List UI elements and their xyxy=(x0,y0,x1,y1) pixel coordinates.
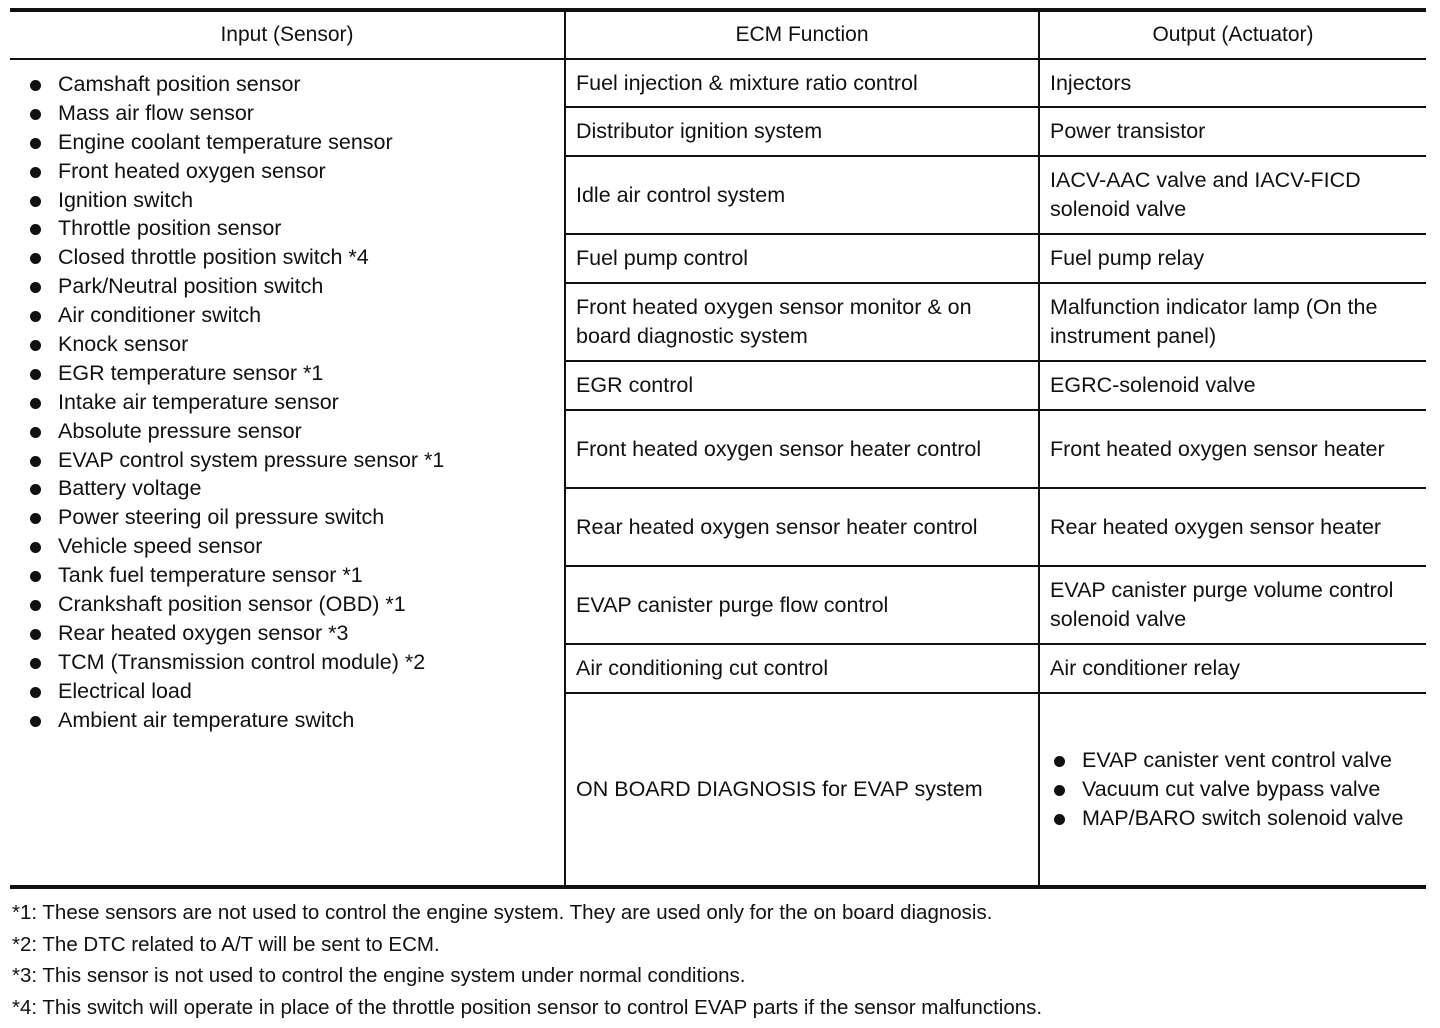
bullet-icon xyxy=(30,600,41,611)
input-label: Air conditioner switch xyxy=(58,303,262,328)
list-item xyxy=(26,128,444,157)
bullet-icon xyxy=(30,109,41,120)
function-cell: Air conditioning cut control xyxy=(576,656,829,680)
list-item xyxy=(1050,804,1403,833)
bullet-icon xyxy=(30,542,41,553)
output-cell: Power transistor xyxy=(1050,119,1206,143)
footnote: *4: This switch will operate in place of the throttle position sensor to control EVAP parts if the sensor malfunctions. xyxy=(12,995,1043,1019)
list-item xyxy=(1050,775,1403,804)
output-cell: IACV-AAC valve and IACV-FICD solenoid valve xyxy=(1050,168,1361,221)
input-label: EVAP control system pressure sensor *1 xyxy=(58,447,445,472)
output-bullet-list xyxy=(1050,746,1403,833)
header-output: Output (Actuator) xyxy=(1152,23,1314,46)
input-label: Ignition switch xyxy=(58,187,194,212)
bullet-icon xyxy=(30,658,41,669)
bullet-icon xyxy=(30,716,41,727)
input-label: Vehicle speed sensor xyxy=(58,534,263,559)
bullet-icon xyxy=(30,629,41,640)
input-label: Absolute pressure sensor xyxy=(58,418,302,443)
bullet-icon xyxy=(30,369,41,380)
header-function: ECM Function xyxy=(735,23,869,46)
bullet-icon xyxy=(30,484,41,495)
function-cell: Idle air control system xyxy=(576,182,786,207)
list-item xyxy=(26,446,444,475)
bullet-icon xyxy=(30,571,41,582)
input-label: Throttle position sensor xyxy=(58,216,282,241)
input-label: Crankshaft position sensor (OBD) *1 xyxy=(58,592,406,617)
list-item xyxy=(26,590,444,619)
bullet-icon xyxy=(30,138,41,149)
bullet-icon xyxy=(30,687,41,698)
list-item xyxy=(26,503,444,532)
input-label: Ambient air temperature switch xyxy=(58,707,355,732)
bullet-icon xyxy=(30,224,41,235)
input-label: Knock sensor xyxy=(58,332,189,357)
list-item xyxy=(26,70,444,99)
output-item: EVAP canister vent control valve xyxy=(1082,748,1392,772)
list-item xyxy=(26,619,444,648)
output-cell xyxy=(1040,694,1426,885)
input-sensor-list xyxy=(26,70,444,734)
list-item xyxy=(26,272,444,301)
bullet-icon xyxy=(30,513,41,524)
list-item xyxy=(26,157,444,186)
bullet-icon xyxy=(30,456,41,467)
bullet-icon xyxy=(30,282,41,293)
table-bottom-rule xyxy=(10,885,1426,889)
bullet-icon xyxy=(1054,756,1065,767)
list-item xyxy=(26,301,444,330)
bullet-icon xyxy=(1054,814,1065,825)
input-label: Power steering oil pressure switch xyxy=(58,505,385,530)
output-cell: Rear heated oxygen sensor heater xyxy=(1050,514,1382,539)
function-cell: Front heated oxygen sensor monitor & on board diagnostic system xyxy=(576,295,972,348)
bullet-icon xyxy=(30,398,41,409)
input-label: Engine coolant temperature sensor xyxy=(58,129,393,154)
input-label: Battery voltage xyxy=(58,476,202,501)
output-item: Vacuum cut valve bypass valve xyxy=(1082,777,1381,801)
list-item xyxy=(26,417,444,446)
bullet-icon xyxy=(30,427,41,438)
footnote: *2: The DTC related to A/T will be sent to ECM. xyxy=(12,932,440,956)
bullet-icon xyxy=(30,340,41,351)
function-cell: Rear heated oxygen sensor heater control xyxy=(576,514,978,539)
output-item: MAP/BARO switch solenoid valve xyxy=(1082,806,1404,830)
footnote: *1: These sensors are not used to control the engine system. They are used only for the on board diagnosis. xyxy=(12,901,993,924)
output-cell: EGRC-solenoid valve xyxy=(1050,373,1256,397)
function-cell: Front heated oxygen sensor heater control xyxy=(576,436,982,461)
function-cell: EGR control xyxy=(576,373,694,397)
list-item xyxy=(26,648,444,677)
output-cell: Fuel pump relay xyxy=(1050,246,1205,270)
bullet-icon xyxy=(30,167,41,178)
footnote: *3: This sensor is not used to control the engine system under normal conditions. xyxy=(12,964,746,987)
output-cell: Malfunction indicator lamp (On the instrument panel) xyxy=(1050,295,1378,348)
list-item xyxy=(26,330,444,359)
list-item xyxy=(26,706,444,735)
input-label: Rear heated oxygen sensor *3 xyxy=(58,620,349,645)
input-label: TCM (Transmission control module) *2 xyxy=(58,649,426,674)
input-label: Front heated oxygen sensor xyxy=(58,158,326,183)
function-cell: Fuel injection & mixture ratio control xyxy=(576,70,918,95)
input-label: Mass air flow sensor xyxy=(58,100,254,125)
list-item xyxy=(26,388,444,417)
header-input: Input (Sensor) xyxy=(220,23,354,46)
list-item xyxy=(26,474,444,503)
function-cell: Fuel pump control xyxy=(576,246,749,270)
list-item xyxy=(26,214,444,243)
input-label: Intake air temperature sensor xyxy=(58,389,339,414)
output-cell: Front heated oxygen sensor heater xyxy=(1050,436,1385,461)
list-item xyxy=(26,186,444,215)
list-item xyxy=(1050,746,1403,775)
list-item xyxy=(26,99,444,128)
function-cell: EVAP canister purge flow control xyxy=(576,592,889,617)
function-cell: Distributor ignition system xyxy=(576,119,823,143)
bullet-icon xyxy=(30,80,41,91)
bullet-icon xyxy=(30,196,41,207)
output-cell: Air conditioner relay xyxy=(1050,656,1241,680)
output-cell: EVAP canister purge volume control solenoid valve xyxy=(1050,578,1394,631)
output-cell: Injectors xyxy=(1050,70,1132,95)
list-item xyxy=(26,561,444,590)
list-item xyxy=(26,359,444,388)
input-label: EGR temperature sensor *1 xyxy=(58,360,324,385)
list-item xyxy=(26,677,444,706)
input-label: Camshaft position sensor xyxy=(58,72,301,96)
input-label: Tank fuel temperature sensor *1 xyxy=(58,563,363,588)
bullet-icon xyxy=(30,311,41,322)
list-item xyxy=(26,532,444,561)
input-label: Closed throttle position switch *4 xyxy=(58,245,369,270)
ecm-io-table xyxy=(10,8,1426,889)
function-cell: ON BOARD DIAGNOSIS for EVAP system xyxy=(576,777,983,801)
input-label: Park/Neutral position switch xyxy=(58,274,324,299)
bullet-icon xyxy=(1054,785,1065,796)
bullet-icon xyxy=(30,253,41,264)
input-label: Electrical load xyxy=(58,678,192,703)
list-item xyxy=(26,243,444,272)
footnotes xyxy=(12,898,1422,1024)
